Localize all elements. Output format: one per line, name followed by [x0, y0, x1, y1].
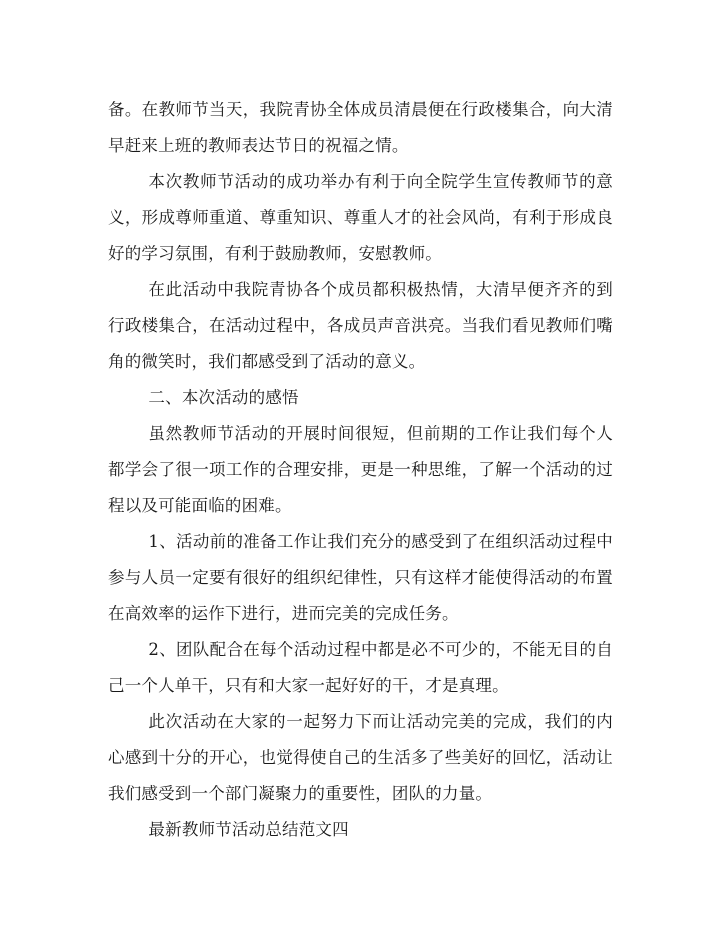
paragraph-continuation: 备。在教师节当天，我院青协全体成员清晨便在行政楼集合，向大清早赶来上班的教师表达节日的祝福之情。 — [108, 100, 613, 155]
document-body — [108, 92, 613, 848]
next-section-title: 最新教师节活动总结范文四 — [148, 820, 349, 839]
paragraph-activity-significance: 本次教师节活动的成功举办有利于向全院学生宣传教师节的意义，形成尊师重道、尊重知识、尊重人才的社会风尚，有利于形成良好的学习氛围，有利于鼓励教师，安慰教师。 — [108, 172, 613, 263]
paragraph-reflection-intro: 虽然教师节活动的开展时间很短，但前期的工作让我们每个人都学会了很一项工作的合理安排，更是一种思维，了解一个活动的过程以及可能面临的困难。 — [108, 424, 613, 515]
section-heading-reflections: 二、本次活动的感悟 — [148, 388, 299, 407]
paragraph-point-2: 2、团队配合在每个活动过程中都是必不可少的，不能无目的自己一个人单干，只有和大家一起好好的干，才是真理。 — [108, 640, 613, 695]
paragraph-point-1: 1、活动前的准备工作让我们充分的感受到了在组织活动过程中参与人员一定要有很好的组织纪律性，只有这样才能使得活动的布置在高效率的运作下进行，进而完美的完成任务。 — [108, 532, 613, 623]
paragraph-conclusion: 此次活动在大家的一起努力下而让活动完美的完成，我们的内心感到十分的开心，也觉得使自己的生活多了些美好的回忆，活动让我们感受到一个部门凝聚力的重要性，团队的力量。 — [108, 712, 613, 803]
paragraph-members-enthusiasm: 在此活动中我院青协各个成员都积极热情，大清早便齐齐的到行政楼集合，在活动过程中，各成员声音洪亮。当我们看见教师们嘴角的微笑时，我们都感受到了活动的意义。 — [108, 280, 613, 371]
